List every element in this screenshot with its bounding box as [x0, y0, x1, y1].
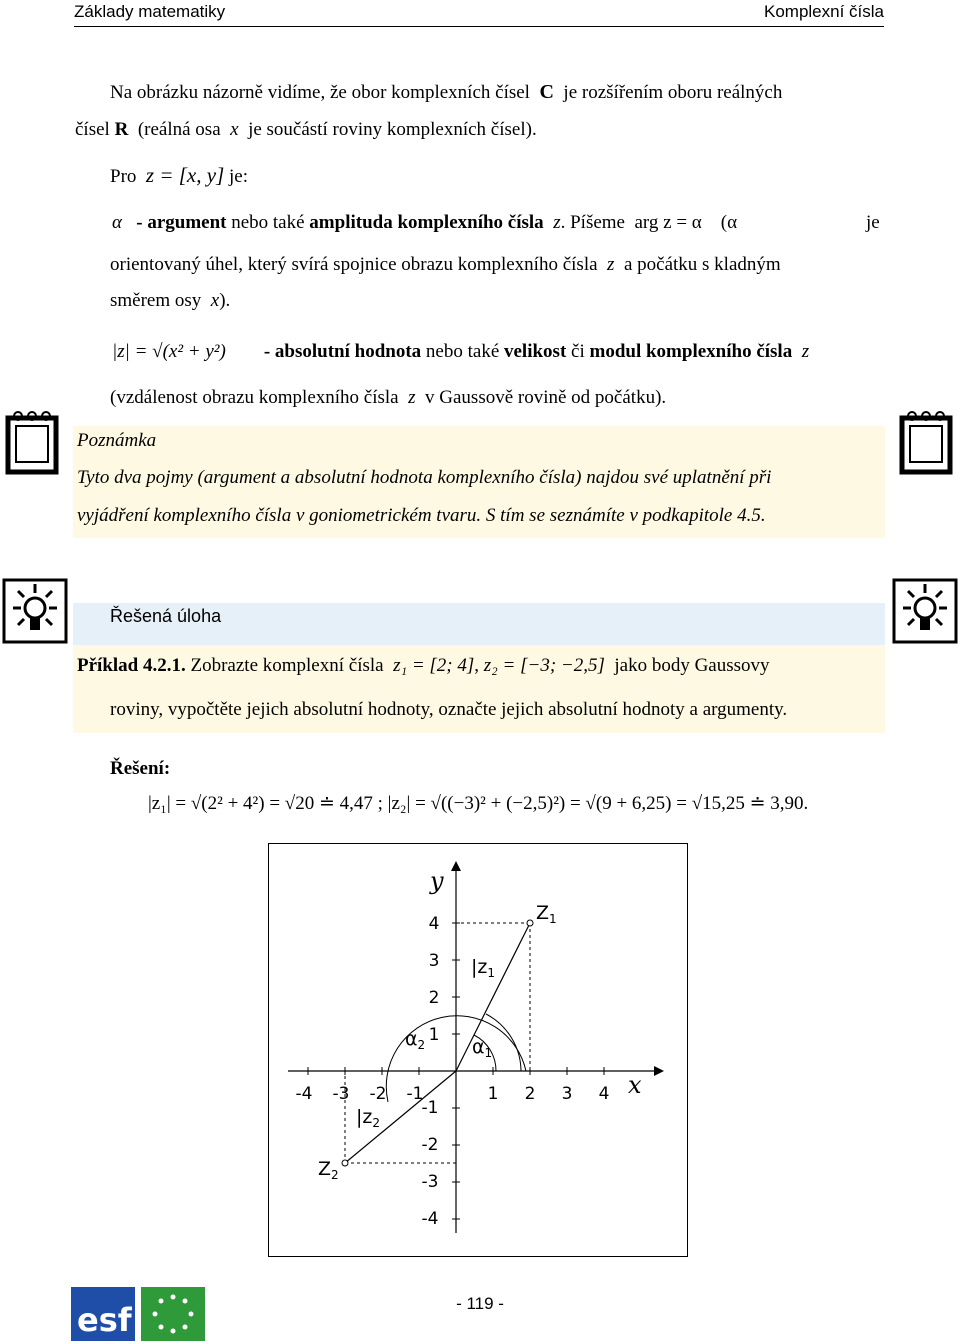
solution-label: Řešení:	[110, 758, 171, 779]
lightbulb-icon	[2, 578, 68, 644]
argument-line3: směrem osy x).	[110, 290, 231, 311]
argument-line1: α - argument nebo také amplituda komplexního čísla z. Píšeme arg z = α (α	[112, 212, 738, 233]
y-tick-label: 2	[428, 988, 440, 1008]
x-tick-label: -1	[406, 1084, 424, 1104]
y-tick-label: -1	[421, 1098, 439, 1118]
y-tick-label: 4	[428, 914, 440, 934]
paragraph-1-line2: čísel R (reálná osa x je součástí roviny komplexních čísel).	[75, 119, 537, 140]
abs-line2: (vzdálenost obrazu komplexního čísla z v Gaussově rovině od počátku).	[110, 387, 667, 408]
task-line2: roviny, vypočtěte jejich absolutní hodnoty, označte jejich absolutní hodnoty a argumenty.	[110, 699, 788, 720]
svg-text:esf: esf	[77, 1301, 132, 1339]
z2-label: $Z_2$	[318, 1158, 339, 1182]
header-left: Základy matematiky	[74, 2, 226, 21]
y-tick-label: -3	[421, 1172, 439, 1192]
x-tick-label: -4	[295, 1084, 313, 1104]
note-line2: vyjádření komplexního čísla v goniometrickém tvaru. S tím se seznámíte v podkapitole 4.5.	[77, 505, 766, 526]
solution-formula: |z₁| = √(2² + 4²) = √20 ≐ 4,47 ; |z₂| = √((−3)² + (−2,5)²) = √(9 + 6,25) = √15,25 ≐ 3,90.	[148, 793, 809, 814]
x-tick-label: 1	[487, 1084, 499, 1104]
x-tick-label: -3	[332, 1084, 350, 1104]
gauss-plane-figure	[268, 843, 688, 1257]
abs-line1: |z| = √(x² + y²) - absolutní hodnota nebo také velikost či modul komplexního čísla z	[112, 341, 810, 362]
x-tick-label: 3	[561, 1084, 573, 1104]
z2-point	[342, 1160, 348, 1166]
page-header	[74, 0, 884, 27]
header-right: Komplexní čísla	[764, 2, 884, 21]
abs-z1-label: $|z_1$	[471, 956, 496, 980]
x-tick-label: -2	[369, 1084, 387, 1104]
x-tick-label: 2	[524, 1084, 536, 1104]
alpha2-label: $\alpha_2$	[405, 1028, 426, 1052]
notepad-icon	[2, 408, 64, 476]
y-tick-label: 3	[428, 951, 440, 971]
note-title: Poznámka	[77, 430, 157, 451]
argument-je: je	[866, 212, 880, 233]
paragraph-1-line1: Na obrázku názorně vidíme, že obor komplexních čísel C je rozšířením oboru reálných	[110, 81, 783, 103]
task-line1: Příklad 4.2.1. Zobrazte komplexní čísla z₁ = [2; 4], z₂ = [−3; −2,5] jako body Gaussovy	[77, 655, 770, 676]
x-axis-label: x	[628, 1071, 642, 1099]
abs-z2-label: $|z_2$	[356, 1106, 381, 1130]
lightbulb-icon-right	[892, 578, 958, 644]
y-axis-label: y	[430, 867, 444, 895]
task-heading: Řešená úloha	[110, 606, 222, 626]
x-tick-label: 4	[598, 1084, 610, 1104]
note-line1: Tyto dva pojmy (argument a absolutní hodnota komplexního čísla) najdou své uplatnění při	[77, 467, 772, 488]
notepad-icon-right	[896, 408, 958, 476]
argument-line2: orientovaný úhel, který svírá spojnice obrazu komplexního čísla z a počátku s kladným	[110, 254, 781, 275]
page-number: - 119 -	[456, 1294, 504, 1313]
pro-line: Pro z = [x, y] je:	[110, 163, 248, 187]
z1-point	[527, 920, 533, 926]
alpha1-label: $\alpha_1$	[472, 1036, 493, 1060]
y-tick-label: -2	[421, 1135, 439, 1155]
z1-label: $Z_1$	[536, 902, 557, 926]
y-tick-label: 1	[428, 1025, 440, 1045]
y-tick-label: -4	[421, 1209, 439, 1229]
